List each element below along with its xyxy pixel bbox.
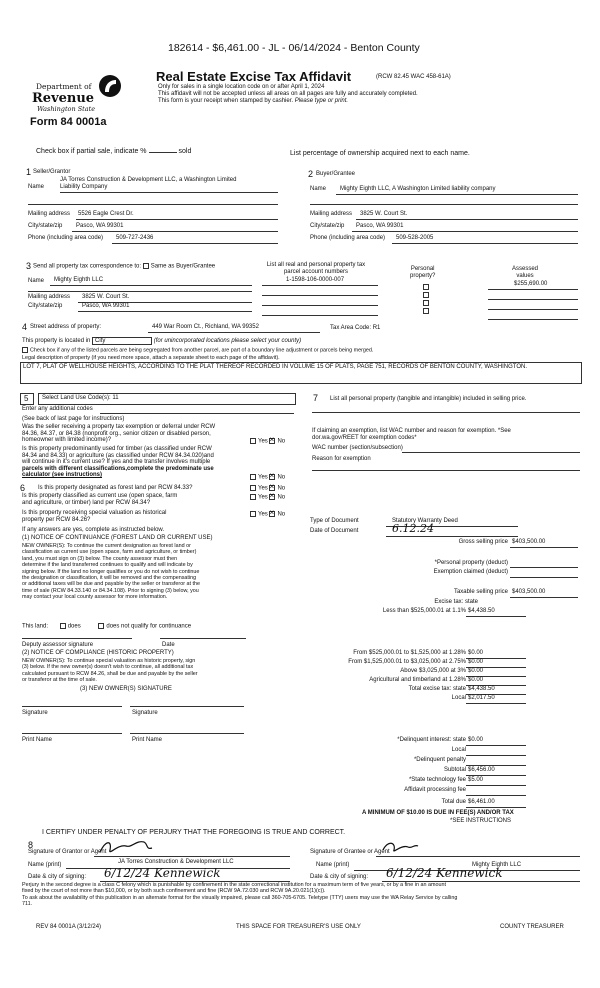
delinquent-state-value[interactable]: $0.00 xyxy=(468,737,484,743)
reason-label: Reason for exemption xyxy=(312,456,371,462)
gross-value[interactable]: $403,500.00 xyxy=(512,539,546,545)
exemption-question-l1: Was the seller receiving a property tax exemption or deferral under RCW xyxy=(22,424,216,430)
seller-city-label: City/state/zip xyxy=(28,223,63,229)
personal-checkbox-4[interactable] xyxy=(423,308,429,314)
seller-mail-label: Mailing address xyxy=(28,211,71,217)
same-as-buyer-label: Same as Buyer/Grantee xyxy=(150,263,216,270)
buyer-phone-field[interactable]: 509-528-2005 xyxy=(396,235,434,241)
q6-1-yes-checkbox[interactable] xyxy=(250,485,256,491)
s3-city-field[interactable]: Pasco, WA 99301 xyxy=(82,303,130,309)
legal-description-field[interactable]: LOT 7, PLAT OF WELLHOUSE HEIGHTS, ACCORDING TO THE PLAT THEREOF RECORDED IN VOLUME 15 OF PLATS, PAGE 751, RECORDS OF BENTON COUNTY, WASHINGTON. xyxy=(23,364,527,370)
assessed-head-2: values xyxy=(516,273,534,279)
rate-4-label: Agricultural and timberland at 1.28% xyxy=(369,677,466,683)
grantee-name-field[interactable]: Mighty Eighth LLC xyxy=(472,862,522,868)
section-6-number: 6 xyxy=(20,483,26,493)
located-in-label: This property is located in xyxy=(22,338,91,344)
s3-city-label: City/state/zip xyxy=(28,303,63,309)
rate-3-value[interactable]: $0.00 xyxy=(468,668,484,674)
deputy-signature-label: Deputy assessor signature xyxy=(22,642,94,648)
buyer-city-label: City/state/zip xyxy=(310,223,345,229)
personal-checkbox-2[interactable] xyxy=(423,292,429,298)
assessed-head-1: Assessed xyxy=(512,266,539,272)
s3-mail-label: Mailing address xyxy=(28,294,71,300)
timber-question-l3: will continue in it's current use? If yes and the transfer involves multiple xyxy=(22,459,211,465)
segregated-parcel-label: Check box if any of the listed parcels are being segregated from another parcel, are part of a boundary line adjustment or parcels being merged. xyxy=(30,347,374,354)
current-use-question-l2: and agriculture, or timber) land per RCW 84.34? xyxy=(22,499,151,506)
exemption-question-l2: 84.36, 84.37, or 84.38 (nonprofit org., senior citizen or disabled person, xyxy=(22,430,211,437)
form-note-3: This form is your receipt when stamped by cashier. xyxy=(158,98,294,104)
perjury-text-line-3: To ask about the availability of this publication in an alternate format for the visually impaired, please call 360-705-6705. Teletype (TTY) users may use the WA Relay Service by calling xyxy=(22,894,458,901)
same-as-buyer-checkbox[interactable] xyxy=(143,263,149,269)
continuance-text-line-9: may contact your local county assessor for more information. xyxy=(22,594,168,601)
grantor-signature-label: Signature of Grantor or Agent xyxy=(28,849,107,855)
form-number: Form 84 0001a xyxy=(30,116,107,128)
section-1-number: 1 xyxy=(26,167,32,177)
personal-deduct-label: *Personal property (deduct) xyxy=(434,560,508,566)
subtotal-value[interactable]: $6,456.00 xyxy=(468,767,495,773)
grantee-signature[interactable] xyxy=(380,838,420,856)
minimum-due-note: A MINIMUM OF $10.00 IS DUE IN FEE(S) AND/OR TAX xyxy=(362,810,514,816)
assessed-value-field[interactable]: $255,690.00 xyxy=(514,281,548,287)
timber-question-l2: 84.34 and 84.33) or agriculture (as classified under RCW 84.34.020)and xyxy=(22,452,214,459)
seller-phone-field[interactable]: 509-727-2436 xyxy=(116,235,154,241)
section-7-number: 7 xyxy=(313,393,319,403)
tech-fee-label: *State technology fee xyxy=(408,777,466,783)
grantee-date-field[interactable]: 6/12/24 Kennewick xyxy=(386,866,503,880)
taxable-value[interactable]: $403,500.00 xyxy=(512,589,546,595)
subtotal-label: Subtotal xyxy=(443,767,466,773)
section-3-number: 3 xyxy=(26,261,32,271)
total-state-value[interactable]: $4,438.50 xyxy=(468,686,495,692)
buyer-phone-label: Phone (including area code) xyxy=(310,235,386,241)
wac-note-1: If claiming an exemption, list WAC number and reason for exemption. *See xyxy=(312,428,511,434)
buyer-mail-label: Mailing address xyxy=(310,211,353,217)
rate-4-value[interactable]: $0.00 xyxy=(468,677,484,683)
continuance-text-line-8: time of sale (RCW 84.33.140 or 84.34.108). Prior to signing (3) below, you xyxy=(22,587,199,594)
land-use-code[interactable]: 11 xyxy=(112,395,119,401)
continuance-text-line-1: NEW OWNER(S): To continue the current designation as forest land or xyxy=(22,543,191,549)
partial-percent-field[interactable] xyxy=(149,152,177,153)
less-than-value[interactable]: $4,438.50 xyxy=(468,608,495,614)
certify-statement: I CERTIFY UNDER PENALTY OF PERJURY THAT THE FOREGOING IS TRUE AND CORRECT. xyxy=(42,829,346,836)
ownership-note: List percentage of ownership acquired next to each name. xyxy=(290,150,470,157)
parcel-head-1: List all real and personal property tax xyxy=(266,262,366,268)
grantor-name-field[interactable]: JA Torres Construction & Development LLC xyxy=(118,859,234,865)
forest-question: Is this property designated as forest land per RCW 84.33? xyxy=(38,485,193,491)
buyer-mail-field[interactable]: 3825 W. Court St. xyxy=(360,211,408,217)
timber-question-l5: calculator (see instructions) xyxy=(22,472,103,478)
located-note: (for unincorporated locations please select your county) xyxy=(153,338,302,344)
rate-1-label: From $525,000.01 to $1,525,000 at 1.28% xyxy=(353,650,466,656)
street-address-field[interactable]: 449 War Room Ct., Richland, WA 99352 xyxy=(152,324,259,330)
continuance-text-line-4: determine if the land transferred continues to qualify and will indicate by xyxy=(22,562,193,569)
tax-correspondence-label: Send all property tax correspondence to: xyxy=(33,263,142,270)
additional-codes-label: Enter any additional codes xyxy=(22,406,93,412)
q6-3-yes-label: Yes xyxy=(258,511,268,518)
located-in-select[interactable]: City xyxy=(92,337,152,345)
local-value[interactable]: $2,017.50 xyxy=(468,695,495,701)
form-note-3b: Please type or print. xyxy=(294,98,349,104)
continuance-text-line-2: classification as current use (open space, farm and agriculture, or timber) xyxy=(22,549,197,556)
does-checkbox[interactable] xyxy=(60,623,66,629)
continuance-text-line-5: signing below. If the land no longer qualifies or you do not wish to continue xyxy=(22,568,200,575)
land-use-select[interactable]: Select Land Use Code(s): xyxy=(42,395,111,401)
does-not-checkbox[interactable] xyxy=(98,623,104,629)
deputy-date-label: Date xyxy=(162,642,175,648)
delinquent-penalty-label: *Delinquent penalty xyxy=(413,757,466,763)
historic-question-l1: Is this property receiving special valuation as historical xyxy=(22,510,167,516)
section-5-number: 5 xyxy=(24,394,29,403)
buyer-heading: Buyer/Grantee xyxy=(316,171,356,177)
grantee-date-label: Date & city of signing: xyxy=(310,874,369,880)
grantor-name-label: Name (print) xyxy=(28,862,62,868)
does-label: does xyxy=(67,623,81,630)
compliance-text-line-4: or transferor at the time of sale. xyxy=(22,677,97,684)
q6-2-no-checkbox[interactable] xyxy=(269,494,275,500)
revenue-emblem-icon xyxy=(98,74,122,98)
parcel-number-field[interactable]: 1-1598-106-0000-007 xyxy=(286,277,345,283)
see-back-label: (See back of last page for instructions) xyxy=(22,416,125,422)
revenue-logo xyxy=(30,72,122,114)
total-due-value[interactable]: $6,461.00 xyxy=(468,799,495,805)
personal-checkbox-1[interactable] xyxy=(423,284,429,290)
form-note-1: Only for sales in a single location code on or after April 1, 2024 xyxy=(158,84,325,90)
seller-city-field[interactable]: Pasco, WA 99301 xyxy=(76,223,124,229)
section-2-number: 2 xyxy=(308,169,314,179)
personal-head-2: property? xyxy=(410,273,436,279)
perjury-text-line-1: Perjury in the second degree is a class C felony which is punishable by confinement in the state correctional institution for a maximum term of five years, or by a fine in an amount xyxy=(22,882,446,888)
q6-3-no-checkbox[interactable] xyxy=(269,511,275,517)
see-instructions-note: *SEE INSTRUCTIONS xyxy=(450,818,512,824)
seller-phone-label: Phone (including area code) xyxy=(28,235,104,241)
notice-continuance-heading: (1) NOTICE OF CONTINUANCE (FOREST LAND OR CURRENT USE) xyxy=(22,535,213,541)
signature-label-1: Signature xyxy=(22,710,48,716)
delinquent-local-label: Local xyxy=(451,747,466,753)
personal-head-1: Personal xyxy=(410,266,435,272)
rate-2-value[interactable]: $0.00 xyxy=(468,659,484,665)
doc-type-field[interactable]: Statutory Warranty Deed xyxy=(392,518,458,524)
q6-3-yes-checkbox[interactable] xyxy=(250,511,256,517)
exemption-question-l3: homeowner with limited income)? xyxy=(22,437,112,443)
notice-continuance-text xyxy=(22,543,200,601)
any-answers-note: If any answers are yes, complete as instructed below. xyxy=(22,527,165,533)
q6-3-no-label: No xyxy=(277,511,286,518)
s3-name-label: Name xyxy=(28,278,45,284)
perjury-text-line-2: fixed by the court of not more than $10,000, or by both such confinement and fine (RCW 9A.72.030 and RCW 9A.20.021(1)(c)). xyxy=(22,888,326,895)
less-than-label: Less than $525,000.01 at 1.1% xyxy=(382,608,466,614)
total-state-label: Total excise tax: state xyxy=(408,686,466,692)
wac-number-label: WAC number (section/subsection) xyxy=(312,445,403,451)
rate-2-label: From $1,525,000.01 to $3,025,000 at 2.75% xyxy=(348,659,466,665)
this-land-label: This land: xyxy=(22,623,49,630)
grantor-signature[interactable] xyxy=(96,836,156,858)
print-name-label-2: Print Name xyxy=(132,737,163,743)
s3-name-field[interactable]: Mighty Eighth LLC xyxy=(54,277,104,283)
street-address-label: Street address of property: xyxy=(30,324,102,330)
continuance-text-line-6: the designation or classification, it will be removed and the compensating xyxy=(22,575,197,582)
taxable-label: Taxable selling price xyxy=(453,589,508,595)
partial-sale-label: Check box if partial sale, indicate % xyxy=(36,148,147,155)
delinquent-state-label: *Delinquent interest: state xyxy=(397,737,466,743)
doc-date-field[interactable]: 6.12.24 xyxy=(392,522,434,535)
timber-question-l1: Is this property predominantly used for timber (as classified under RCW xyxy=(22,446,212,452)
rate-3-label: Above $3,025,000 at 3% xyxy=(400,668,466,674)
notice-compliance-text xyxy=(22,658,198,684)
seller-heading: Seller/Grantor xyxy=(33,169,71,175)
grantor-date-field[interactable]: 6/12/24 Kennewick xyxy=(104,866,221,880)
current-use-question-l1: Is this property classified as current use (open space, farm xyxy=(22,493,178,499)
grantee-signature-label: Signature of Grantee or Agent xyxy=(310,849,390,855)
parcel-head-2: parcel account numbers xyxy=(283,269,349,275)
legal-description-label: Legal description of property (if you need more space, attach a separate sheet to each page of the affidavit). xyxy=(22,355,280,361)
personal-checkbox-3[interactable] xyxy=(423,300,429,306)
q5-1-no-checkbox[interactable] xyxy=(269,438,275,444)
doc-date-label: Date of Document xyxy=(310,528,359,534)
q5-1-yes-checkbox[interactable] xyxy=(250,438,256,444)
compliance-text-line-2: (3) below. If the new owner(s) doesn't wish to continue, all additional tax xyxy=(22,664,194,671)
seller-mail-field[interactable]: 5526 Eagle Crest Dr. xyxy=(78,211,134,217)
compliance-text-line-3: calculated pursuant to RCW 84.26, shall be due and payable by the seller xyxy=(22,670,198,677)
q5-2-yes-label: Yes xyxy=(258,474,268,481)
continuance-text-line-7: or additional taxes will be due and payable by the seller or transferor at the xyxy=(22,581,200,588)
q6-2-yes-checkbox[interactable] xyxy=(250,494,256,500)
seller-name-line-1[interactable]: JA Torres Construction & Development LLC, a Washington Limited xyxy=(60,177,237,183)
q6-2-yes-label: Yes xyxy=(258,494,268,501)
perjury-notice xyxy=(22,882,582,908)
local-label: Local xyxy=(451,695,466,701)
tax-area-label: Tax Area Code: xyxy=(330,325,372,331)
logo-revenue: Revenue xyxy=(32,91,95,106)
personal-property-label: List all personal property (tangible and intangible) included in selling price. xyxy=(330,396,527,402)
tax-area-field[interactable]: R1 xyxy=(372,325,381,331)
segregated-parcel-checkbox[interactable] xyxy=(22,347,28,353)
form-revision: REV 84 0001A (3/12/24) xyxy=(36,924,102,930)
affidavit-fee-label: Affidavit processing fee xyxy=(404,787,466,793)
section-4-number: 4 xyxy=(22,322,28,332)
wac-note-2: dor.wa.gov/REET for exemption codes* xyxy=(312,434,417,441)
seller-name-label: Name xyxy=(28,184,45,190)
q5-2-no-label: No xyxy=(277,474,286,481)
form-title: Real Estate Excise Tax Affidavit xyxy=(156,69,352,84)
gross-label: Gross selling price xyxy=(458,539,508,545)
rate-1-value[interactable]: $0.00 xyxy=(468,650,484,656)
partial-sold-label: sold xyxy=(178,148,192,155)
excise-state-label: Excise tax: state xyxy=(434,599,478,605)
q5-2-yes-checkbox[interactable] xyxy=(250,474,256,480)
buyer-name-label: Name xyxy=(310,186,327,192)
does-not-label: does not qualify for continuance xyxy=(106,623,192,630)
print-name-label-1: Print Name xyxy=(22,737,53,743)
q6-2-no-label: No xyxy=(277,494,286,501)
notice-compliance-heading: (2) NOTICE OF COMPLIANCE (HISTORIC PROPERTY) xyxy=(22,650,174,656)
seller-name-line-2[interactable]: Liability Company xyxy=(60,184,108,190)
section-8-number: 8 xyxy=(28,840,34,850)
new-owner-signature-heading: (3) NEW OWNER(S) SIGNATURE xyxy=(80,686,172,692)
perjury-text-line-4: 711. xyxy=(22,901,33,908)
treasurer-space-label: THIS SPACE FOR TREASURER'S USE ONLY xyxy=(236,924,361,930)
timber-question-l4: parcels with different classifications,complete the predominate use xyxy=(22,465,214,472)
s3-mail-field[interactable]: 3825 W. Court St. xyxy=(82,294,130,300)
q5-2-no-checkbox[interactable] xyxy=(269,474,275,480)
q6-1-no-label: No xyxy=(277,485,286,492)
buyer-name-field[interactable]: Mighty Eighth LLC, A Washington Limited liability company xyxy=(340,186,496,192)
doc-type-label: Type of Document xyxy=(310,518,359,524)
logo-dept: Department of xyxy=(36,82,92,91)
q6-1-yes-label: Yes xyxy=(258,485,268,492)
tech-fee-value[interactable]: $5.00 xyxy=(468,777,484,783)
grantee-name-label: Name (print) xyxy=(316,862,350,868)
form-rcw: (RCW 82.45 WAC 458-61A) xyxy=(376,74,451,80)
form-note-2: This affidavit will not be accepted unless all areas on all pages are fully and accurately completed. xyxy=(158,91,418,97)
logo-state: Washington State xyxy=(37,105,96,113)
total-due-label: Total due xyxy=(441,799,466,805)
compliance-text-line-1: NEW OWNER(S): To continue special valuation as historic property, sign xyxy=(22,658,196,664)
buyer-city-field[interactable]: Pasco, WA 99301 xyxy=(356,223,404,229)
signature-label-2: Signature xyxy=(132,710,158,716)
county-treasurer-label: COUNTY TREASURER xyxy=(500,924,564,930)
historic-question-l2: property per RCW 84.26? xyxy=(22,516,91,523)
q5-1-yes-label: Yes xyxy=(258,438,268,445)
grantor-date-label: Date & city of signing: xyxy=(28,874,87,880)
exemption-deduct-label: Exemption claimed (deduct) xyxy=(433,569,508,575)
q5-1-no-label: No xyxy=(277,438,286,445)
recording-stamp: 182614 - $6,461.00 - JL - 06/14/2024 - Benton County xyxy=(168,42,420,54)
continuance-text-line-3: land, you must sign on (3) below. The county assessor must then xyxy=(22,555,178,562)
